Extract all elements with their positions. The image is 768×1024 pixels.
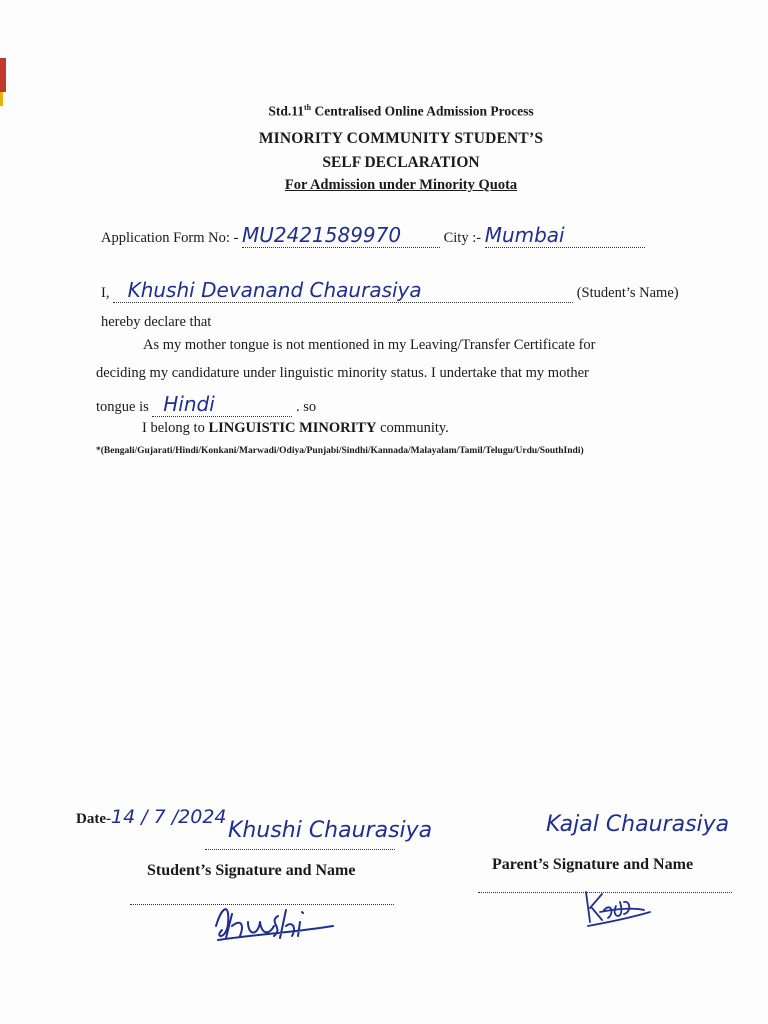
application-label: Application Form No: - — [101, 230, 239, 246]
parent-signature-caption: Parent’s Signature and Name — [492, 856, 694, 873]
city-value: Mumbai — [484, 223, 565, 247]
tongue-value: Hindi — [163, 392, 215, 416]
paragraph-line-1: As my mother tongue is not mentioned in my Leaving/Transfer Certificate for — [143, 337, 596, 353]
student-name: Khushi Devanand Chaurasiya — [127, 278, 422, 302]
student-signature-name: Khushi Chaurasiya — [228, 818, 433, 843]
date-label: Date- — [76, 811, 111, 827]
student-signature — [208, 896, 338, 946]
tongue-label: tongue is — [96, 399, 149, 415]
header-subtitle: SELF DECLARATION — [322, 154, 480, 171]
paragraph-line-2: deciding my candidature under linguistic minority status. I undertake that my mother — [96, 365, 589, 381]
date-value: 14 / 7 /2024 — [110, 806, 227, 828]
i-label: I, — [101, 285, 110, 301]
student-name-dotted-line — [205, 849, 395, 850]
header-quota: For Admission under Minority Quota — [284, 177, 518, 193]
parent-signature-name: Kajal Chaurasiya — [546, 812, 730, 837]
edge-marker — [0, 58, 6, 92]
application-row — [101, 223, 645, 248]
belong-line: I belong to LINGUISTIC MINORITY community. — [142, 420, 449, 436]
application-number: MU2421589970 — [241, 223, 402, 247]
header-process: Std.11th Centralised Online Admission Process — [268, 103, 534, 119]
language-list: *(Bengali/Gujarati/Hindi/Konkani/Marwadi/Odiya/Punjabi/Sindhi/Kannada/Malayalam/Tamil/Telugu/Urdu/SouthIndi) — [96, 446, 584, 456]
student-name-label: (Student’s Name) — [576, 285, 679, 301]
student-name-row — [101, 278, 679, 303]
declare-line: hereby declare that — [101, 314, 212, 330]
date-row — [76, 806, 227, 828]
mother-tongue-row — [96, 392, 316, 417]
student-signature-caption: Student’s Signature and Name — [147, 862, 356, 879]
city-label: City :- — [443, 230, 482, 246]
so-text: . so — [296, 399, 317, 415]
header-title: MINORITY COMMUNITY STUDENT’S — [258, 130, 544, 147]
parent-signature — [580, 882, 660, 932]
